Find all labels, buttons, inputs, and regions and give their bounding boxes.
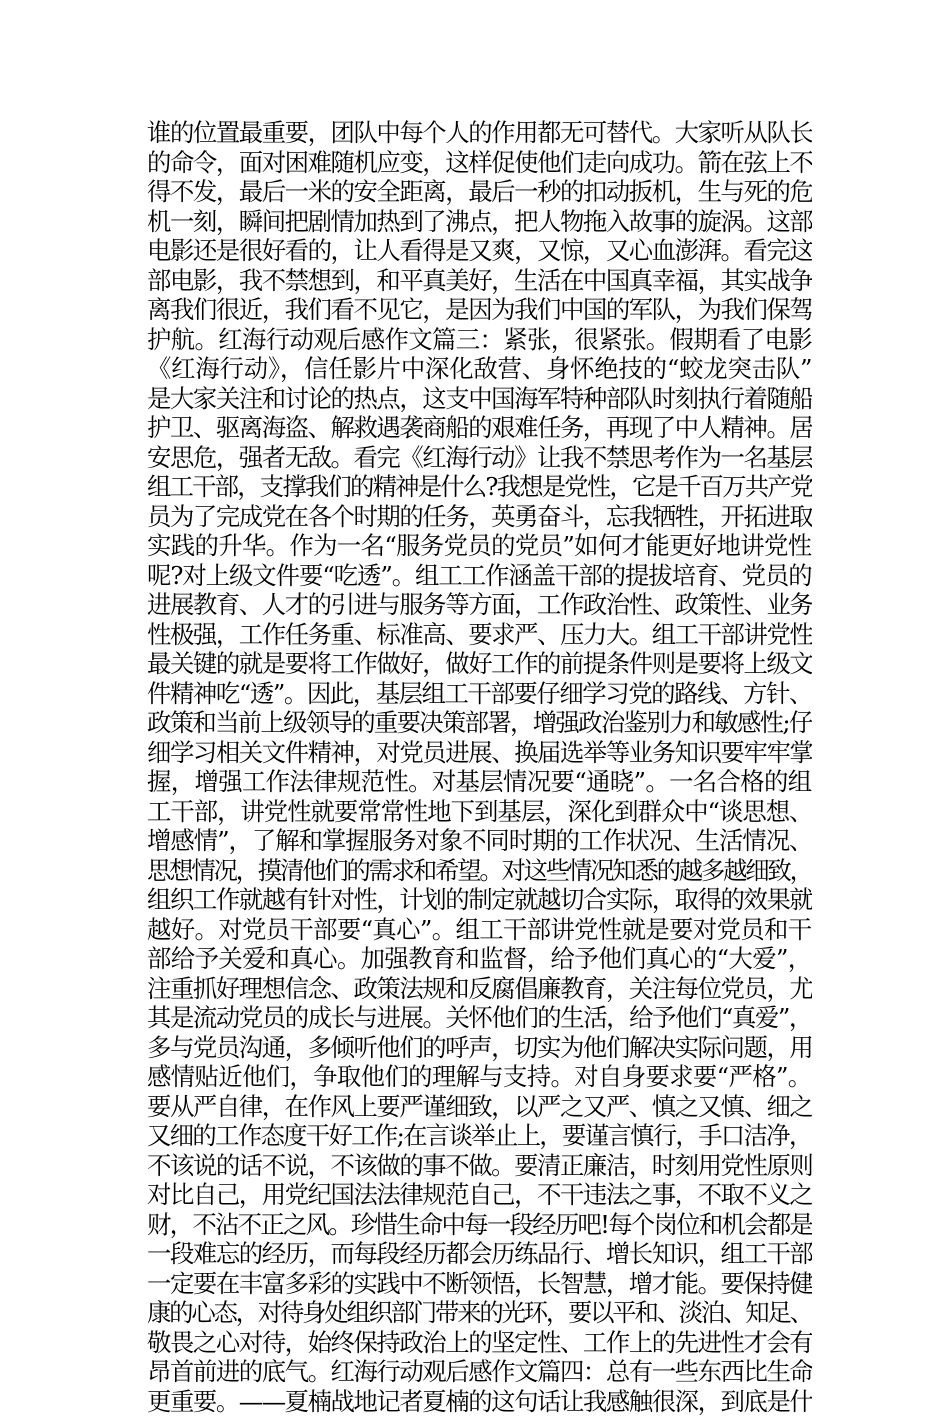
text-line: 谁的位置最重要，团队中每个人的作用都无可替代。大家听从队长 [147,118,812,148]
text-line: 多与党员沟通，多倾听他们的呼声，切实为他们解决实际问题，用 [147,1033,812,1063]
text-line: 性极强，工作任务重、标准高、要求严、压力大。组工干部讲党性 [147,620,812,650]
text-line: 的命令，面对困难随机应变，这样促使他们走向成功。箭在弦上不 [147,148,812,178]
text-line: 增感情”，了解和掌握服务对象不同时期的工作状况、生活情况、 [147,826,812,856]
text-line: 护航。红海行动观后感作文篇三：紧张，很紧张。假期看了电影 [147,325,812,355]
document-body-text [147,118,812,1416]
text-line: 实践的升华。作为一名“服务党员的党员”如何才能更好地讲党性 [147,531,812,561]
text-line: 康的心态，对待身处组织部门带来的光环，要以平和、淡泊、知足、 [147,1298,812,1328]
text-line: 机一刻，瞬间把剧情加热到了沸点，把人物拖入故事的旋涡。这部 [147,207,812,237]
text-line: 安思危，强者无敌。看完《红海行动》让我不禁思考作为一名基层 [147,443,812,473]
text-line: 更重要。——夏楠战地记者夏楠的这句话让我感触很深，到底是什 [147,1387,812,1416]
text-line: 注重抓好理想信念、政策法规和反腐倡廉教育，关注每位党员，尤 [147,974,812,1004]
text-line: 越好。对党员干部要“真心”。组工干部讲党性就是要对党员和干 [147,915,812,945]
text-line: 又细的工作态度干好工作;在言谈举止上，要谨言慎行，手口洁净， [147,1121,812,1151]
text-line: 离我们很近，我们看不见它，是因为我们中国的军队，为我们保驾 [147,295,812,325]
text-line: 思想情况，摸清他们的需求和希望。对这些情况知悉的越多越细致， [147,856,812,886]
text-line: 敬畏之心对待，始终保持政治上的坚定性、工作上的先进性才会有 [147,1328,812,1358]
text-line: 件精神吃“透”。因此，基层组工干部要仔细学习党的路线、方针、 [147,679,812,709]
text-line: 最关键的就是要将工作做好，做好工作的前提条件则是要将上级文 [147,649,812,679]
text-line: 部给予关爱和真心。加强教育和监督，给予他们真心的“大爱”， [147,944,812,974]
text-line: 是大家关注和讨论的热点，这支中国海军特种部队时刻执行着随船 [147,384,812,414]
text-line: 不该说的话不说，不该做的事不做。要清正廉洁，时刻用党性原则 [147,1151,812,1181]
text-line: 《红海行动》，信任影片中深化敌营、身怀绝技的“蛟龙突击队” [147,354,812,384]
text-line: 一定要在丰富多彩的实践中不断领悟，长智慧，增才能。要保持健 [147,1269,812,1299]
text-line: 部电影，我不禁想到，和平真美好，生活在中国真幸福，其实战争 [147,266,812,296]
text-line: 昂首前进的底气。红海行动观后感作文篇四：总有一些东西比生命 [147,1357,812,1387]
text-line: 要从严自律，在作风上要严谨细致，以严之又严、慎之又慎、细之 [147,1092,812,1122]
text-line: 其是流动党员的成长与进展。关怀他们的生活，给予他们“真爱”， [147,1003,812,1033]
text-line: 政策和当前上级领导的重要决策部署，增强政治鉴别力和敏感性;仔 [147,708,812,738]
text-line: 握，增强工作法律规范性。对基层情况要“通晓”。一名合格的组 [147,767,812,797]
text-line: 财，不沾不正之风。珍惜生命中每一段经历吧!每个岗位和机会都是 [147,1210,812,1240]
text-line: 工干部，讲党性就要常常性地下到基层，深化到群众中“谈思想、 [147,797,812,827]
text-line: 进展教育、人才的引进与服务等方面，工作政治性、政策性、业务 [147,590,812,620]
text-line: 对比自己，用党纪国法法律规范自己，不干违法之事，不取不义之 [147,1180,812,1210]
text-line: 感情贴近他们，争取他们的理解与支持。对自身要求要“严格”。 [147,1062,812,1092]
text-line: 员为了完成党在各个时期的任务，英勇奋斗，忘我牺牲，开拓进取 [147,502,812,532]
text-line: 组织工作就越有针对性，计划的制定就越切合实际，取得的效果就 [147,885,812,915]
text-line: 电影还是很好看的，让人看得是又爽，又惊，又心血澎湃。看完这 [147,236,812,266]
text-line: 呢?对上级文件要“吃透”。组工工作涵盖干部的提拔培育、党员的 [147,561,812,591]
text-line: 一段难忘的经历，而每段经历都会历练品行、增长知识，组工干部 [147,1239,812,1269]
text-line: 组工干部，支撑我们的精神是什么?我想是党性，它是千百万共产党 [147,472,812,502]
text-line: 得不发，最后一米的安全距离，最后一秒的扣动扳机，生与死的危 [147,177,812,207]
text-line: 护卫、驱离海盗、解救遇袭商船的艰难任务，再现了中人精神。居 [147,413,812,443]
text-line: 细学习相关文件精神，对党员进展、换届选举等业务知识要牢牢掌 [147,738,812,768]
